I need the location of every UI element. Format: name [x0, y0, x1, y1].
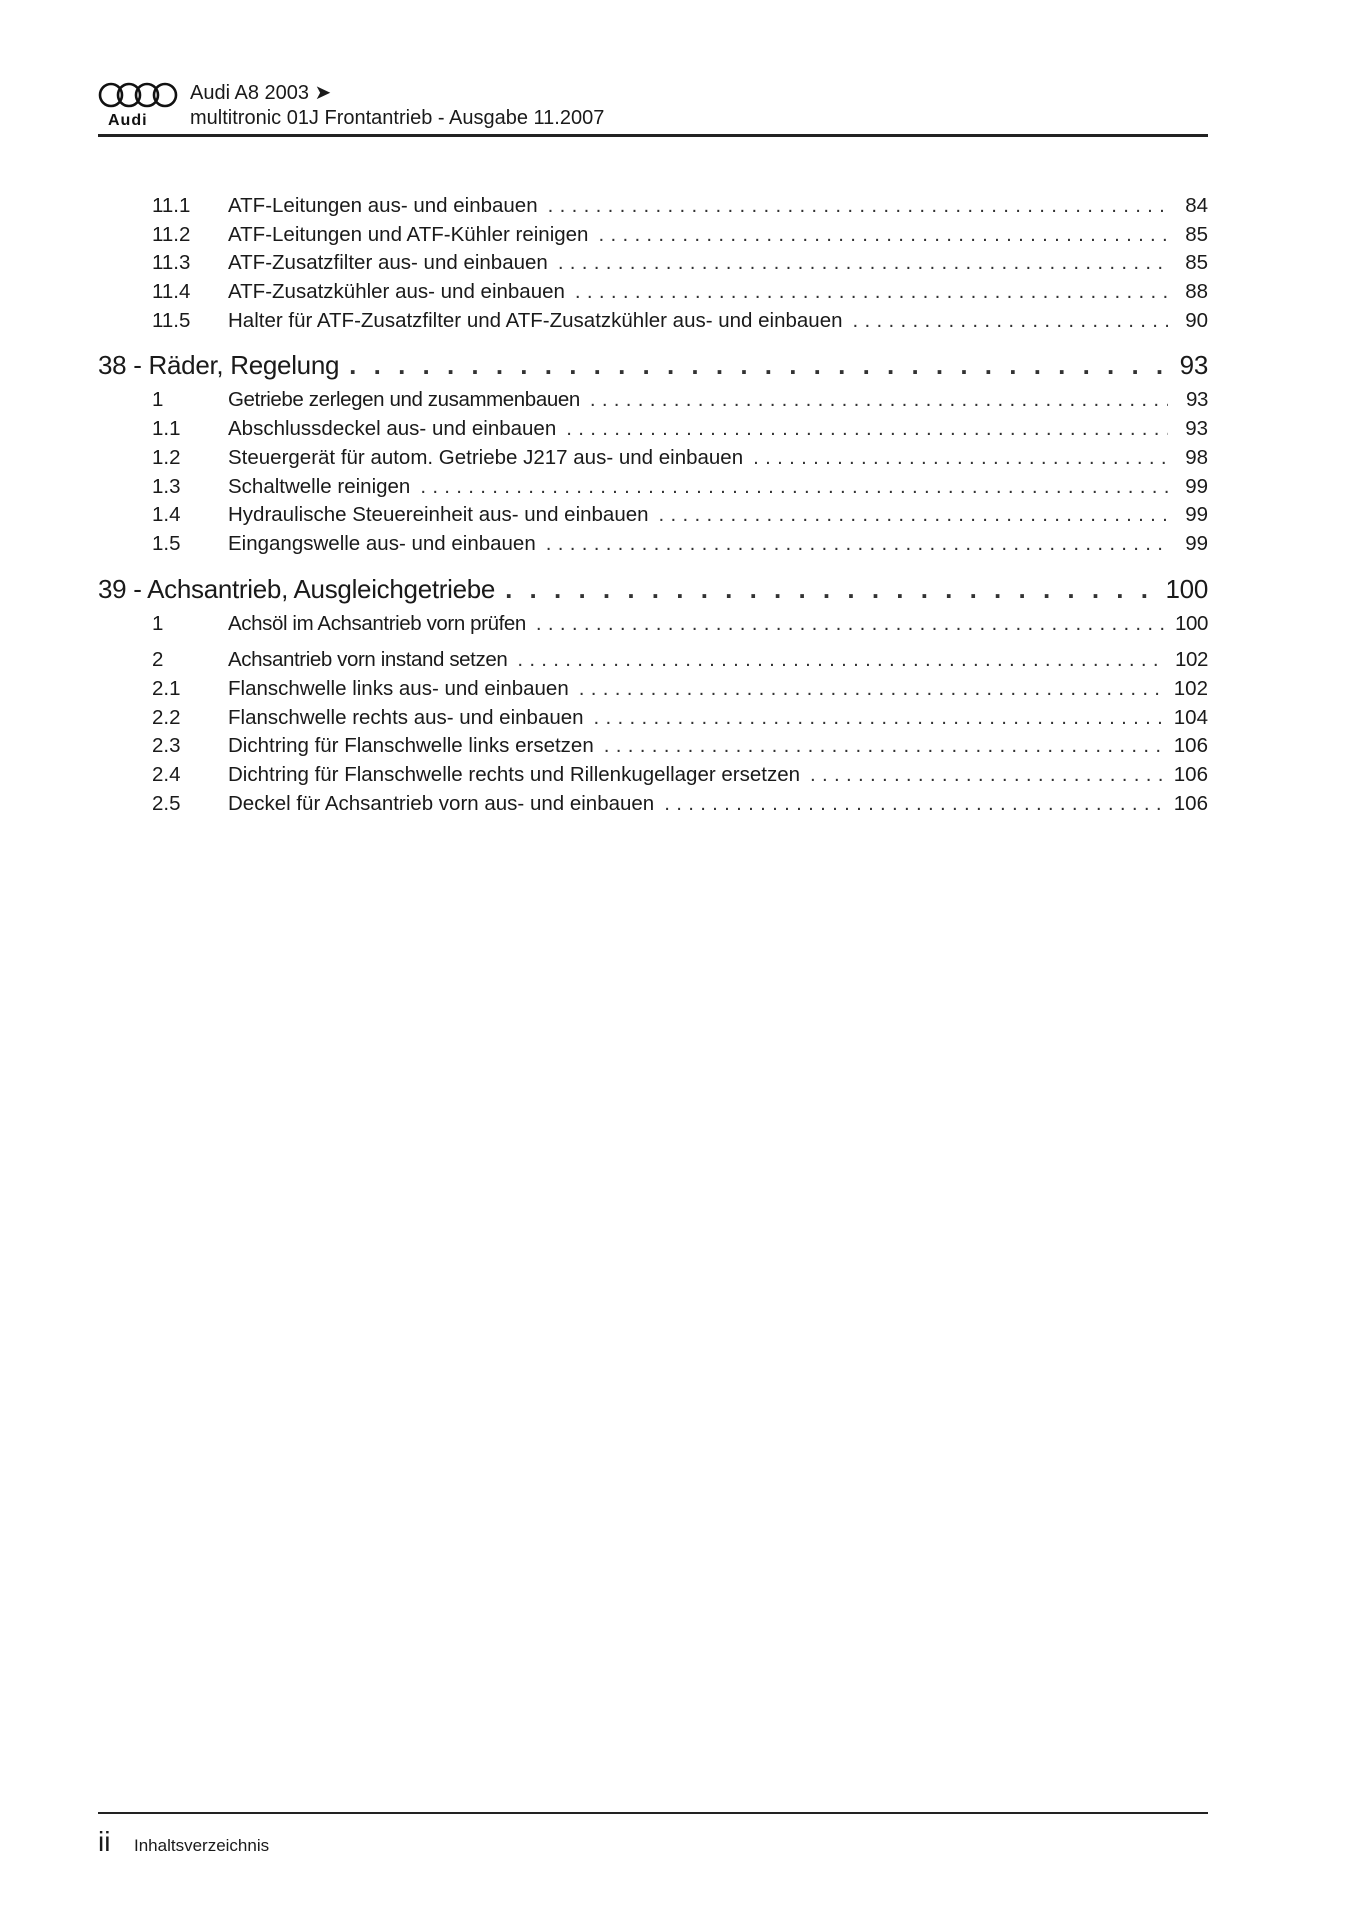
dot-leader — [558, 251, 1168, 275]
page-header — [98, 80, 1208, 137]
toc-entry-page: 100 — [1174, 611, 1208, 635]
toc-entry[interactable] — [98, 792, 1208, 821]
toc-entry-page: 84 — [1185, 194, 1208, 217]
toc-entry-number: 1.4 — [152, 503, 181, 527]
toc-entry[interactable] — [98, 648, 1208, 677]
dot-leader — [349, 350, 1168, 381]
dot-leader — [659, 503, 1168, 527]
dot-leader — [590, 388, 1168, 412]
toc-entry[interactable] — [98, 280, 1208, 309]
toc-entry-title: 38 - Räder, Regelung — [98, 350, 340, 381]
dot-leader — [420, 475, 1168, 499]
toc-entry-title: Halter für ATF-Zusatzfilter und ATF-Zusatzkühler aus- und einbauen — [228, 308, 843, 332]
header-model: Audi A8 2003 ➤ — [190, 82, 332, 104]
toc-entry[interactable] — [98, 734, 1208, 763]
toc-entry-number: 1 — [152, 388, 164, 412]
toc-entry-title: Hydraulische Steuereinheit aus- und einbauen — [228, 503, 649, 527]
toc-entry-page: 106 — [1173, 763, 1208, 786]
toc-chapter[interactable] — [98, 350, 1208, 388]
toc-entry-title: Achsantrieb vorn instand setzen — [228, 648, 508, 672]
toc-entry-number: 2 — [152, 648, 164, 672]
toc-entry-title: 39 - Achsantrieb, Ausgleichgetriebe — [98, 573, 496, 604]
toc-entry-title: Deckel für Achsantrieb vorn aus- und einbauen — [228, 791, 655, 815]
toc-entry-page: 99 — [1185, 503, 1208, 527]
dot-leader — [546, 532, 1168, 556]
toc-entry[interactable] — [98, 503, 1208, 532]
dot-leader — [505, 574, 1155, 605]
header-edition: multitronic 01J Frontantrieb - Ausgabe 11.2007 — [190, 107, 605, 129]
toc-entry-number: 1.1 — [152, 417, 181, 441]
dot-leader — [753, 446, 1168, 470]
toc-entry-title: Eingangswelle aus- und einbauen — [228, 531, 536, 555]
dot-leader — [579, 677, 1164, 701]
toc-entry-page: 85 — [1185, 251, 1208, 275]
toc-entry[interactable] — [98, 223, 1208, 252]
toc-entry[interactable] — [98, 612, 1208, 641]
footer-page-number: ii — [98, 1826, 111, 1857]
rings-icon — [98, 80, 178, 110]
toc-entry-page: 93 — [1185, 417, 1208, 441]
dot-leader — [810, 763, 1164, 787]
toc-chapter[interactable] — [98, 574, 1208, 612]
toc-entry-page: 106 — [1173, 791, 1208, 815]
toc-entry[interactable] — [98, 417, 1208, 446]
toc-entry[interactable] — [98, 251, 1208, 280]
toc-entry-number: 1 — [152, 611, 164, 635]
toc-entry-page: 93 — [1185, 388, 1208, 412]
toc-entry-number: 11.1 — [152, 194, 191, 217]
audi-wordmark: Audi — [108, 112, 148, 129]
toc-entry[interactable] — [98, 388, 1208, 417]
toc-entry-title: Schaltwelle reinigen — [228, 474, 411, 498]
toc-entry[interactable] — [98, 532, 1208, 561]
dot-leader — [536, 612, 1165, 636]
toc-entry-number: 2.2 — [152, 705, 181, 729]
toc-entry-title: Abschlussdeckel aus- und einbauen — [228, 417, 557, 441]
toc-entry-title: Flanschwelle links aus- und einbauen — [228, 676, 569, 700]
toc-entry-page: 85 — [1185, 222, 1208, 246]
toc-entry-number: 11.4 — [152, 280, 191, 304]
toc-entry-title: Dichtring für Flanschwelle rechts und Rillenkugellager ersetzen — [228, 763, 800, 786]
toc-entry[interactable] — [98, 475, 1208, 504]
toc-entry-number: 2.4 — [152, 763, 181, 786]
page-footer — [98, 1812, 1208, 1857]
toc-entry[interactable] — [98, 194, 1208, 223]
toc-entry-number: 11.2 — [152, 222, 191, 246]
toc-entry-page: 102 — [1174, 648, 1208, 672]
toc-entry-title: ATF-Leitungen und ATF-Kühler reinigen — [228, 222, 589, 246]
dot-leader — [598, 223, 1168, 247]
toc-entry-page: 93 — [1179, 350, 1208, 381]
toc-entry-title: Achsöl im Achsantrieb vorn prüfen — [228, 611, 526, 635]
toc-entry-page: 90 — [1185, 308, 1208, 332]
dot-leader — [853, 309, 1168, 333]
toc-entry-number: 2.5 — [152, 791, 181, 815]
table-of-contents — [98, 194, 1208, 820]
toc-entry-title: Getriebe zerlegen und zusammenbauen — [228, 388, 580, 412]
dot-leader — [548, 194, 1168, 218]
toc-entry-page: 100 — [1165, 573, 1208, 604]
toc-entry-number: 11.3 — [152, 251, 191, 275]
toc-entry-title: Steuergerät für autom. Getriebe J217 aus- und einbauen — [228, 445, 744, 469]
toc-entry-page: 99 — [1185, 474, 1208, 498]
toc-entry-title: ATF-Zusatzkühler aus- und einbauen — [228, 280, 565, 304]
toc-entry-number: 11.5 — [152, 308, 191, 332]
dot-leader — [594, 706, 1164, 730]
footer-label: Inhaltsverzeichnis — [134, 1836, 270, 1855]
dot-leader — [664, 792, 1164, 816]
toc-entry-title: ATF-Leitungen aus- und einbauen — [228, 194, 538, 217]
dot-leader — [604, 734, 1164, 758]
toc-entry[interactable] — [98, 677, 1208, 706]
toc-entry-number: 1.3 — [152, 474, 181, 498]
toc-entry[interactable] — [98, 309, 1208, 338]
toc-entry[interactable] — [98, 446, 1208, 475]
toc-entry[interactable] — [98, 763, 1208, 792]
toc-entry-title: Dichtring für Flanschwelle links ersetzen — [228, 734, 594, 758]
dot-leader — [517, 648, 1165, 672]
toc-entry-number: 2.3 — [152, 734, 181, 758]
toc-entry[interactable] — [98, 706, 1208, 735]
toc-entry-page: 106 — [1173, 734, 1208, 758]
toc-entry-page: 98 — [1185, 445, 1208, 469]
toc-entry-number: 2.1 — [152, 676, 181, 700]
dot-leader — [566, 417, 1168, 441]
toc-entry-number: 1.2 — [152, 445, 181, 469]
toc-entry-page: 99 — [1185, 531, 1208, 555]
toc-entry-title: Flanschwelle rechts aus- und einbauen — [228, 705, 584, 729]
audi-rings-logo — [98, 80, 178, 130]
dot-leader — [575, 280, 1168, 304]
toc-entry-page: 104 — [1173, 705, 1208, 729]
toc-entry-number: 1.5 — [152, 531, 181, 555]
toc-entry-page: 102 — [1173, 676, 1208, 700]
toc-entry-page: 88 — [1185, 280, 1208, 304]
toc-entry-title: ATF-Zusatzfilter aus- und einbauen — [228, 251, 548, 275]
